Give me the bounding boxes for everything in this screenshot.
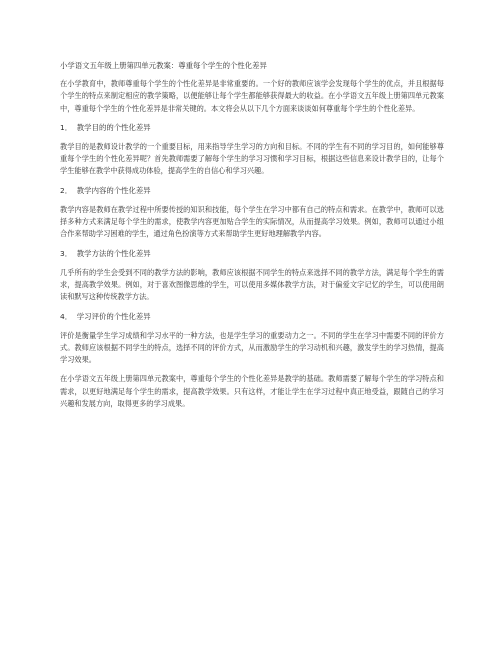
section-heading-2: 2． 教学内容的个性化差异 xyxy=(60,185,151,195)
section-body-4: 评价是衡量学生学习成绩和学习水平的一种方法，也是学生学习的重要动力之一。不同的学生在学习中需要不同的评价方式。教师应该根据不同学生的特点，选择不同的评价方式，从而激励学生的学习动机和兴趣，激发学生的学习热情，提高学习效果。 xyxy=(60,330,444,365)
section-heading-1: 1． 教学目的的个性化差异 xyxy=(60,122,151,132)
document-page xyxy=(60,60,444,417)
section-heading-4: 4． 学习评价的个性化差异 xyxy=(60,311,151,321)
intro-paragraph: 在小学教育中，教师尊重每个学生的个性化差异是非常重要的。一个好的教师应该学会发现每个学生的优点，并且根据每个学生的特点来制定相应的教学策略，以便能够让每个学生都能够获得最大的收益。在小学语文五年级上册第四单元教案中，尊重每个学生的个性化差异是非常关键的。本文将会从以下几个方面来谈谈如何尊重每个学生的个性化差异。 xyxy=(60,79,444,113)
document-title: 小学语文五年级上册第四单元教案：尊重每个学生的个性化差异 xyxy=(60,61,267,70)
section-body-1: 教学目的是教师设计教学的一个重要目标，用来指导学生学习的方向和目标。不同的学生有不同的学习目的，如何能够尊重每个学生的个性化差异呢？首先教师需要了解每个学生的学习习惯和学习目标，根据这些信息来设计教学目的，让每个学生能够在教学中获得成功体验，提高学生的自信心和学习兴趣。 xyxy=(60,141,444,176)
section-body-2: 教学内容是教师在教学过程中所要传授的知识和技能，每个学生在学习中都有自己的特点和需求。在教学中，教师可以选择多种方式来满足每个学生的需求，使教学内容更加贴合学生的实际情况，从而提高学习效果。例如，教师可以通过小组合作来帮助学习困难的学生，通过角色扮演等方式来帮助学生更好地理解教学内容。 xyxy=(60,204,444,239)
section-heading-3: 3． 教学方法的个性化差异 xyxy=(60,248,151,258)
section-body-3: 几乎所有的学生会受到不同的教学方法的影响，教师应该根据不同学生的特点来选择不同的教学方法，满足每个学生的需求，提高教学效果。例如，对于喜欢图像思维的学生，可以使用多媒体教学方法，对于偏爱文字记忆的学生，可以使用朗读和默写这种传统教学方法。 xyxy=(60,267,444,302)
conclusion-paragraph: 在小学语文五年级上册第四单元教案中，尊重每个学生的个性化差异是教学的基础。教师需要了解每个学生的学习特点和需求，以更好地满足每个学生的需求，提高教学效果。只有这样，才能让学生在学习过程中真正地受益，跟随自己的学习兴趣和发展方向，取得更多的学习成果。 xyxy=(60,374,444,409)
